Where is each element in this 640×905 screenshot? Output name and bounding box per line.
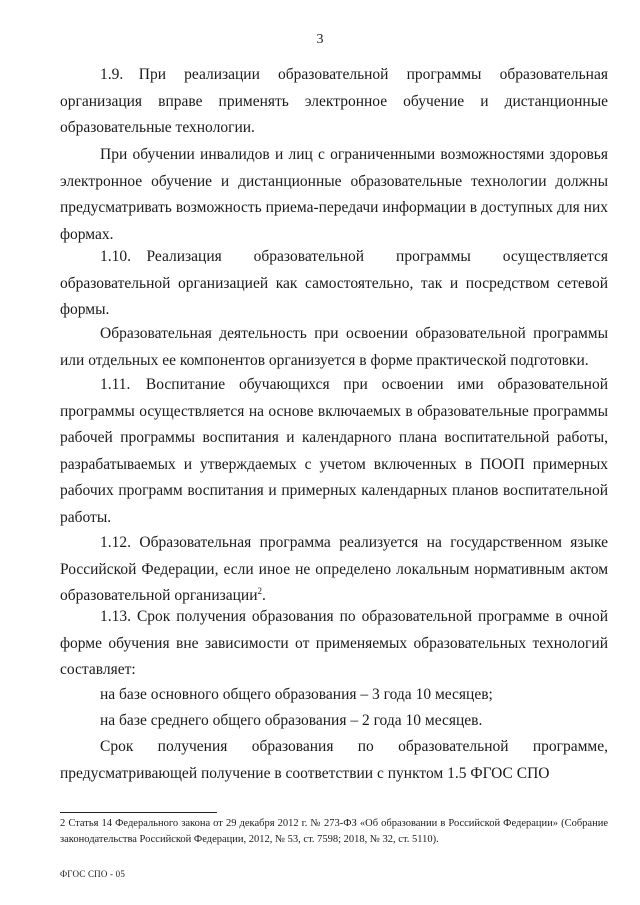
paragraph-term: Срок получения образования по образовательной программе, предусматривающей получение в соответствии с пунктом 1.5 ФГОС СПО (60, 738, 608, 782)
paragraph-1-12 (60, 530, 608, 610)
page-number: 3 (316, 32, 324, 47)
paragraph-1-12-text: 1.12. Образовательная программа реализуется на государственном языке Российской Федерации, если иное не определено локальным нормативным актом образовательной организации (60, 534, 608, 604)
list-item-basic-education: на базе основного общего образования – 3 года 10 месяцев; (100, 686, 493, 703)
list-item-secondary-education: на базе среднего общего образования – 2 года 10 месяцев. (100, 712, 483, 729)
paragraph-1-13: 1.13. Срок получения образования по образовательной программе в очной форме обучения вне зависимости от применяемых образовательных технологий составляет: (60, 608, 608, 678)
paragraph-1-10: 1.10. Реализация образовательной программы осуществляется образовательной организацией как самостоятельно, так и посредством сетевой формы. (60, 248, 608, 318)
paragraph-disabled-learners: При обучении инвалидов и лиц с ограниченными возможностями здоровья электронное обучение и дистанционные образовательные технологии должны предусматривать возможность приема-передачи информации в доступных для них формах. (60, 146, 608, 243)
paragraph-1-12-end: . (262, 587, 266, 604)
paragraph-practical-training: Образовательная деятельность при освоении образовательной программы или отдельных ее компонентов организуется в форме практической подготовки. (60, 325, 608, 369)
paragraph-1-9: 1.9. При реализации образовательной программы образовательная организация вправе применять электронное обучение и дистанционные образовательные технологии. (60, 66, 608, 136)
page-footer: ФГОС СПО - 05 (60, 869, 126, 879)
paragraph-1-11: 1.11. Воспитание обучающихся при освоении ими образовательной программы осуществляется на основе включаемых в образовательные программы рабочей программы воспитания и календарного плана воспитательной работы, разрабатываемых и утверждаемых с учетом включенных в ПООП примерных рабочих программ воспитания и примерных календарных планов воспитательной работы. (60, 376, 608, 526)
footnote-separator (60, 812, 217, 813)
footnote: 2 Статья 14 Федерального закона от 29 декабря 2012 г. № 273-ФЗ «Об образовании в Российской Федерации» (Собрание законодательства Российской Федерации, 2012, № 53, ст. 7598; 2018, № 32, ст. 5110). (60, 818, 608, 845)
footnote-reference: 2 (257, 585, 263, 596)
